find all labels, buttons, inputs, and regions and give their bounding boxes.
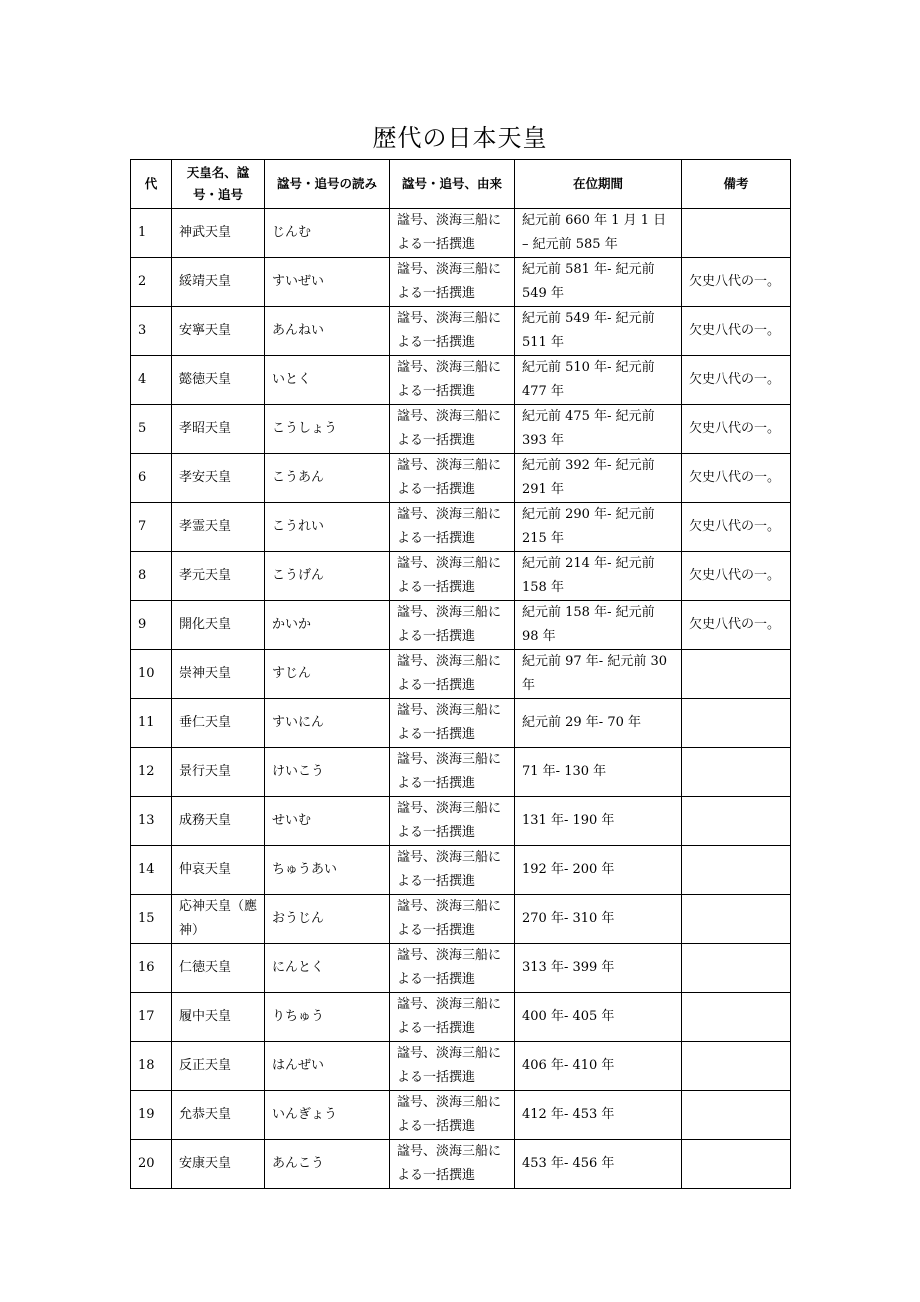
header-origin: 諡号・追号、由来 xyxy=(390,160,515,209)
cell-reading: あんねい xyxy=(265,307,390,356)
cell-origin: 諡号、淡海三船による一括撰進 xyxy=(390,258,515,307)
cell-name: 綏靖天皇 xyxy=(172,258,265,307)
cell-reign: 紀元前 290 年- 紀元前 215 年 xyxy=(515,503,682,552)
page-title: 歴代の日本天皇 xyxy=(372,124,548,152)
cell-reading: あんこう xyxy=(265,1140,390,1189)
cell-no: 2 xyxy=(131,258,172,307)
cell-no: 3 xyxy=(131,307,172,356)
cell-reading: こうしょう xyxy=(265,405,390,454)
table-row xyxy=(131,1091,791,1140)
cell-reign: 71 年- 130 年 xyxy=(515,748,682,797)
cell-reign: 313 年- 399 年 xyxy=(515,944,682,993)
table-row xyxy=(131,944,791,993)
cell-name: 履中天皇 xyxy=(172,993,265,1042)
cell-note xyxy=(682,846,791,895)
cell-origin: 諡号、淡海三船による一括撰進 xyxy=(390,1091,515,1140)
table-row xyxy=(131,258,791,307)
cell-reign: 412 年- 453 年 xyxy=(515,1091,682,1140)
cell-no: 19 xyxy=(131,1091,172,1140)
cell-reading: いんぎょう xyxy=(265,1091,390,1140)
cell-note: 欠史八代の一。 xyxy=(682,258,791,307)
cell-name: 孝昭天皇 xyxy=(172,405,265,454)
cell-note: 欠史八代の一。 xyxy=(682,503,791,552)
cell-name: 允恭天皇 xyxy=(172,1091,265,1140)
header-note: 備考 xyxy=(682,160,791,209)
cell-name: 神武天皇 xyxy=(172,209,265,258)
cell-name: 崇神天皇 xyxy=(172,650,265,699)
cell-note: 欠史八代の一。 xyxy=(682,356,791,405)
header-no: 代 xyxy=(131,160,172,209)
cell-origin: 諡号、淡海三船による一括撰進 xyxy=(390,797,515,846)
cell-reign: 紀元前 214 年- 紀元前 158 年 xyxy=(515,552,682,601)
cell-note xyxy=(682,993,791,1042)
cell-reign: 270 年- 310 年 xyxy=(515,895,682,944)
cell-reign: 453 年- 456 年 xyxy=(515,1140,682,1189)
cell-note xyxy=(682,1140,791,1189)
emperor-table xyxy=(130,159,791,1189)
cell-reign: 紀元前 29 年- 70 年 xyxy=(515,699,682,748)
cell-no: 4 xyxy=(131,356,172,405)
cell-no: 10 xyxy=(131,650,172,699)
cell-reign: 紀元前 158 年- 紀元前 98 年 xyxy=(515,601,682,650)
cell-no: 7 xyxy=(131,503,172,552)
cell-note xyxy=(682,209,791,258)
cell-origin: 諡号、淡海三船による一括撰進 xyxy=(390,1140,515,1189)
cell-origin: 諡号、淡海三船による一括撰進 xyxy=(390,209,515,258)
cell-name: 開化天皇 xyxy=(172,601,265,650)
cell-note xyxy=(682,944,791,993)
cell-reading: かいか xyxy=(265,601,390,650)
cell-name: 仲哀天皇 xyxy=(172,846,265,895)
cell-name: 垂仁天皇 xyxy=(172,699,265,748)
cell-name: 反正天皇 xyxy=(172,1042,265,1091)
cell-reading: すいにん xyxy=(265,699,390,748)
table-row xyxy=(131,405,791,454)
cell-no: 15 xyxy=(131,895,172,944)
cell-origin: 諡号、淡海三船による一括撰進 xyxy=(390,454,515,503)
cell-origin: 諡号、淡海三船による一括撰進 xyxy=(390,356,515,405)
cell-origin: 諡号、淡海三船による一括撰進 xyxy=(390,307,515,356)
table-row xyxy=(131,454,791,503)
cell-note: 欠史八代の一。 xyxy=(682,454,791,503)
cell-name: 仁徳天皇 xyxy=(172,944,265,993)
cell-reading: じんむ xyxy=(265,209,390,258)
table-header-row xyxy=(131,160,791,209)
table-row xyxy=(131,1042,791,1091)
cell-origin: 諡号、淡海三船による一括撰進 xyxy=(390,601,515,650)
cell-name: 孝元天皇 xyxy=(172,552,265,601)
cell-no: 20 xyxy=(131,1140,172,1189)
cell-name: 懿徳天皇 xyxy=(172,356,265,405)
cell-reading: はんぜい xyxy=(265,1042,390,1091)
header-name: 天皇名、諡号・追号 xyxy=(172,160,265,209)
cell-no: 13 xyxy=(131,797,172,846)
cell-no: 12 xyxy=(131,748,172,797)
table-row xyxy=(131,1140,791,1189)
cell-origin: 諡号、淡海三船による一括撰進 xyxy=(390,993,515,1042)
cell-no: 1 xyxy=(131,209,172,258)
cell-no: 6 xyxy=(131,454,172,503)
table-row xyxy=(131,797,791,846)
table-row xyxy=(131,503,791,552)
header-reign: 在位期間 xyxy=(515,160,682,209)
cell-origin: 諡号、淡海三船による一括撰進 xyxy=(390,699,515,748)
cell-note: 欠史八代の一。 xyxy=(682,601,791,650)
cell-reign: 131 年- 190 年 xyxy=(515,797,682,846)
cell-origin: 諡号、淡海三船による一括撰進 xyxy=(390,944,515,993)
cell-origin: 諡号、淡海三船による一括撰進 xyxy=(390,650,515,699)
table-row xyxy=(131,699,791,748)
cell-name: 孝安天皇 xyxy=(172,454,265,503)
cell-name: 安寧天皇 xyxy=(172,307,265,356)
cell-no: 9 xyxy=(131,601,172,650)
cell-reading: こうれい xyxy=(265,503,390,552)
cell-note: 欠史八代の一。 xyxy=(682,552,791,601)
cell-reign: 400 年- 405 年 xyxy=(515,993,682,1042)
cell-no: 17 xyxy=(131,993,172,1042)
cell-note xyxy=(682,748,791,797)
cell-note xyxy=(682,895,791,944)
cell-reading: すいぜい xyxy=(265,258,390,307)
cell-reading: りちゅう xyxy=(265,993,390,1042)
table-row xyxy=(131,552,791,601)
table-row xyxy=(131,993,791,1042)
cell-reign: 紀元前 549 年- 紀元前 511 年 xyxy=(515,307,682,356)
cell-note: 欠史八代の一。 xyxy=(682,307,791,356)
table-row xyxy=(131,650,791,699)
table-row xyxy=(131,748,791,797)
cell-no: 18 xyxy=(131,1042,172,1091)
cell-reign: 紀元前 510 年- 紀元前 477 年 xyxy=(515,356,682,405)
cell-reading: けいこう xyxy=(265,748,390,797)
cell-origin: 諡号、淡海三船による一括撰進 xyxy=(390,503,515,552)
cell-name: 孝霊天皇 xyxy=(172,503,265,552)
header-reading: 諡号・追号の読み xyxy=(265,160,390,209)
cell-reading: おうじん xyxy=(265,895,390,944)
cell-reading: いとく xyxy=(265,356,390,405)
table-row xyxy=(131,846,791,895)
cell-reign: 192 年- 200 年 xyxy=(515,846,682,895)
cell-note xyxy=(682,797,791,846)
cell-reign: 紀元前 392 年- 紀元前 291 年 xyxy=(515,454,682,503)
table-row xyxy=(131,209,791,258)
cell-reign: 406 年- 410 年 xyxy=(515,1042,682,1091)
cell-note xyxy=(682,1042,791,1091)
cell-no: 16 xyxy=(131,944,172,993)
cell-reading: にんとく xyxy=(265,944,390,993)
cell-origin: 諡号、淡海三船による一括撰進 xyxy=(390,895,515,944)
cell-reign: 紀元前 475 年- 紀元前 393 年 xyxy=(515,405,682,454)
table-row xyxy=(131,356,791,405)
cell-origin: 諡号、淡海三船による一括撰進 xyxy=(390,405,515,454)
cell-name: 応神天皇（應神） xyxy=(172,895,265,944)
cell-origin: 諡号、淡海三船による一括撰進 xyxy=(390,1042,515,1091)
cell-reading: こうあん xyxy=(265,454,390,503)
cell-reign: 紀元前 97 年- 紀元前 30 年 xyxy=(515,650,682,699)
cell-no: 14 xyxy=(131,846,172,895)
cell-note xyxy=(682,1091,791,1140)
cell-origin: 諡号、淡海三船による一括撰進 xyxy=(390,846,515,895)
cell-reign: 紀元前 660 年 1 月 1 日 – 紀元前 585 年 xyxy=(515,209,682,258)
cell-reign: 紀元前 581 年- 紀元前 549 年 xyxy=(515,258,682,307)
cell-name: 成務天皇 xyxy=(172,797,265,846)
cell-name: 景行天皇 xyxy=(172,748,265,797)
cell-no: 11 xyxy=(131,699,172,748)
cell-note xyxy=(682,650,791,699)
table-row xyxy=(131,307,791,356)
table-row xyxy=(131,895,791,944)
cell-name: 安康天皇 xyxy=(172,1140,265,1189)
cell-reading: すじん xyxy=(265,650,390,699)
table-row xyxy=(131,601,791,650)
cell-origin: 諡号、淡海三船による一括撰進 xyxy=(390,748,515,797)
cell-reading: こうげん xyxy=(265,552,390,601)
cell-reading: せいむ xyxy=(265,797,390,846)
cell-no: 8 xyxy=(131,552,172,601)
cell-note xyxy=(682,699,791,748)
cell-note: 欠史八代の一。 xyxy=(682,405,791,454)
cell-reading: ちゅうあい xyxy=(265,846,390,895)
cell-no: 5 xyxy=(131,405,172,454)
cell-origin: 諡号、淡海三船による一括撰進 xyxy=(390,552,515,601)
